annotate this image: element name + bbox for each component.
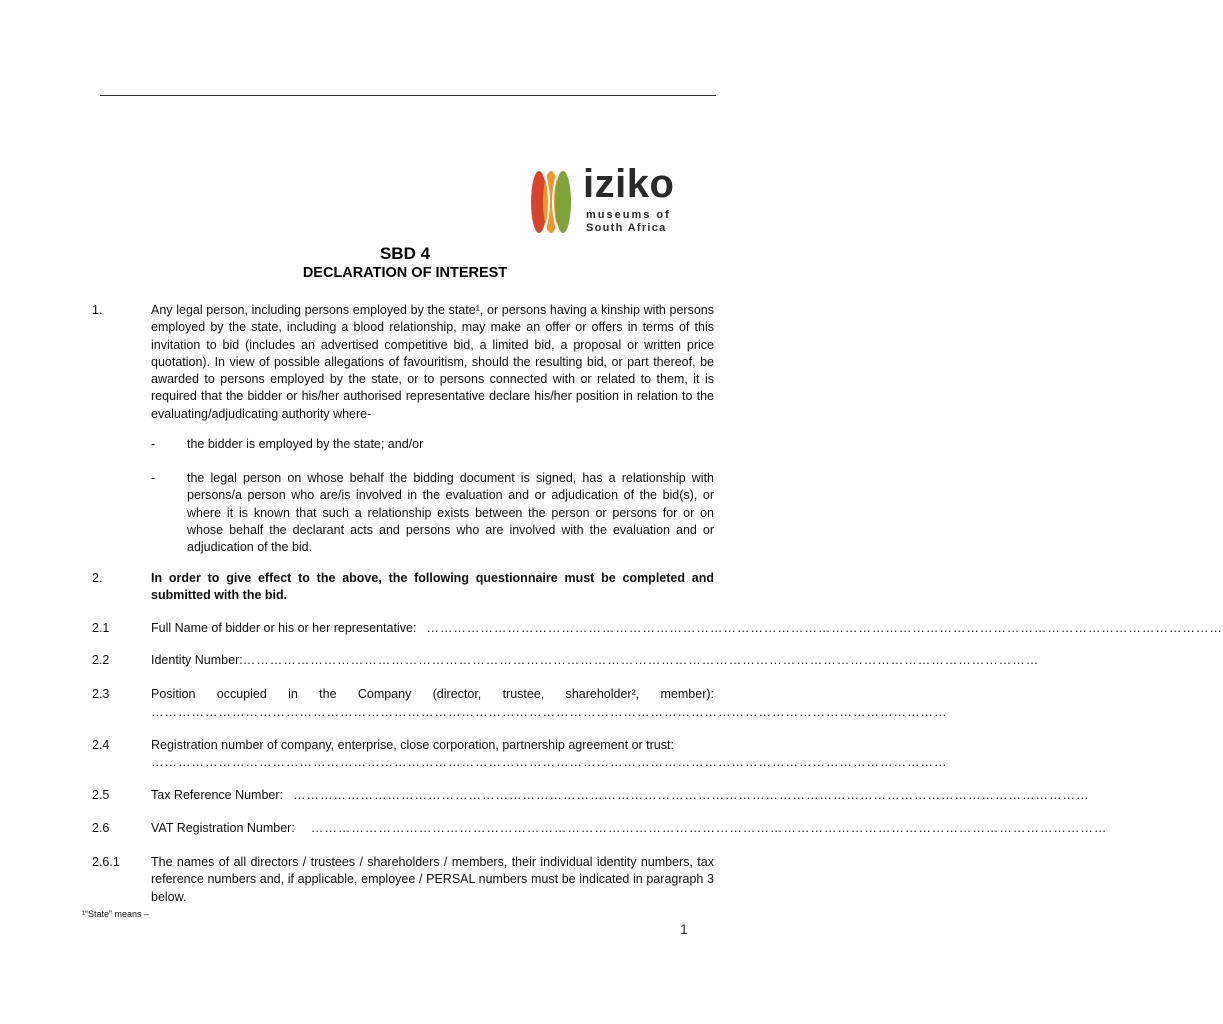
item-2-4-fill-in-dots[interactable]: …………………………………………………………………………………………………………………………………………………………… — [151, 755, 948, 769]
item-2-3-word: member): — [660, 687, 714, 701]
document-title: DECLARATION OF INTEREST — [302, 265, 508, 281]
item-2-6-field[interactable] — [151, 821, 1108, 835]
item-2-5-field[interactable] — [151, 788, 1090, 802]
section-2-text: In order to give effect to the above, the following questionnaire must be completed and submitted with the bid. — [151, 571, 714, 603]
item-2-3-word: occupied — [216, 687, 267, 701]
header-rule — [100, 95, 716, 96]
form-code: SBD 4 — [379, 244, 431, 263]
logo-wordmark: iziko — [583, 162, 675, 206]
section-2-number: 2. — [92, 571, 103, 585]
item-2-6-number: 2.6 — [92, 821, 110, 835]
iziko-logo — [525, 162, 715, 238]
bullet-dash: - — [151, 471, 156, 485]
item-2-6-1-number: 2.6.1 — [92, 855, 120, 869]
item-2-3-fill-in-dots[interactable]: …………………………………………………………………………………………………………………………………………………………… — [151, 705, 948, 719]
item-2-3-word: trustee, — [502, 687, 545, 701]
item-2-2-label: Identity Number: — [151, 653, 243, 667]
item-2-6-label: VAT Registration Number: — [151, 821, 295, 835]
item-2-3-word: the — [319, 687, 337, 701]
logo-mark-icon — [525, 168, 581, 236]
fill-in-dots: …………………………………………………………………………………………………………………………………………………………… — [426, 621, 1223, 635]
item-2-5-number: 2.5 — [92, 788, 110, 802]
footnote: ¹“State” means – — [82, 909, 150, 919]
item-2-3-label — [151, 687, 714, 701]
bullet-dash: - — [151, 437, 156, 451]
item-2-2-number: 2.2 — [92, 653, 110, 667]
item-2-3-word: Position — [151, 687, 196, 701]
item-2-1-field[interactable] — [151, 621, 1223, 635]
item-2-5-label: Tax Reference Number: — [151, 788, 284, 802]
page-number: 1 — [680, 921, 688, 937]
section-1-text: Any legal person, including persons employed by the state¹, or persons having a kinship with persons employed by the state, including a blood relationship, may make an offer or offers in terms of this invitation to bid (includes an advertised competitive bid, a limited bid, a proposal or written price quotation). In view of possible allegations of favouritism, should the resulting bid, or part thereof, be awarded to persons employed by the state, or to persons connected with or related to them, it is required that the bidder or his/her authorised representative declare his/her position in relation to the evaluating/adjudicating authority where- — [151, 303, 714, 421]
item-2-6-1-text: The names of all directors / trustees / shareholders / members, their individual identity numbers, tax reference numbers and, if applicable, employee / PERSAL numbers must be indicated in paragraph 3 below. — [151, 855, 714, 904]
bullet-2-text: the legal person on whose behalf the bidding document is signed, has a relationship with persons/a person who are/is involved in the evaluation and or adjudication of the bid(s), or where it is known that such a relationship exists between the person or persons for or on whose behalf the declarant acts and persons who are involved with the evaluation and or adjudication of the bid. — [187, 471, 714, 555]
item-2-4-number: 2.4 — [92, 738, 110, 752]
fill-in-dots: …………………………………………………………………………………………………………………………………………………………… — [293, 788, 1090, 802]
bullet-1-text: the bidder is employed by the state; and/or — [187, 437, 424, 451]
item-2-3-word: (director, — [432, 687, 482, 701]
logo-subtitle-2: South Africa — [586, 222, 667, 234]
item-2-3-word: in — [288, 687, 298, 701]
fill-in-dots: …………………………………………………………………………………………………………………………………………………………… — [242, 653, 1040, 667]
item-2-3-word: shareholder², — [565, 687, 640, 701]
fill-in-dots: …………………………………………………………………………………………………………………………………………………………… — [310, 821, 1108, 835]
item-2-1-number: 2.1 — [92, 621, 110, 635]
item-2-3-number: 2.3 — [92, 687, 110, 701]
item-2-4-label: Registration number of company, enterprise, close corporation, partnership agreement or trust: — [151, 738, 674, 752]
item-2-1-label: Full Name of bidder or his or her representative: — [151, 621, 417, 635]
item-2-2-field[interactable] — [151, 653, 1040, 667]
section-1-number: 1. — [92, 303, 103, 317]
item-2-3-word: Company — [357, 687, 412, 701]
logo-subtitle-1: museums of — [586, 209, 671, 221]
